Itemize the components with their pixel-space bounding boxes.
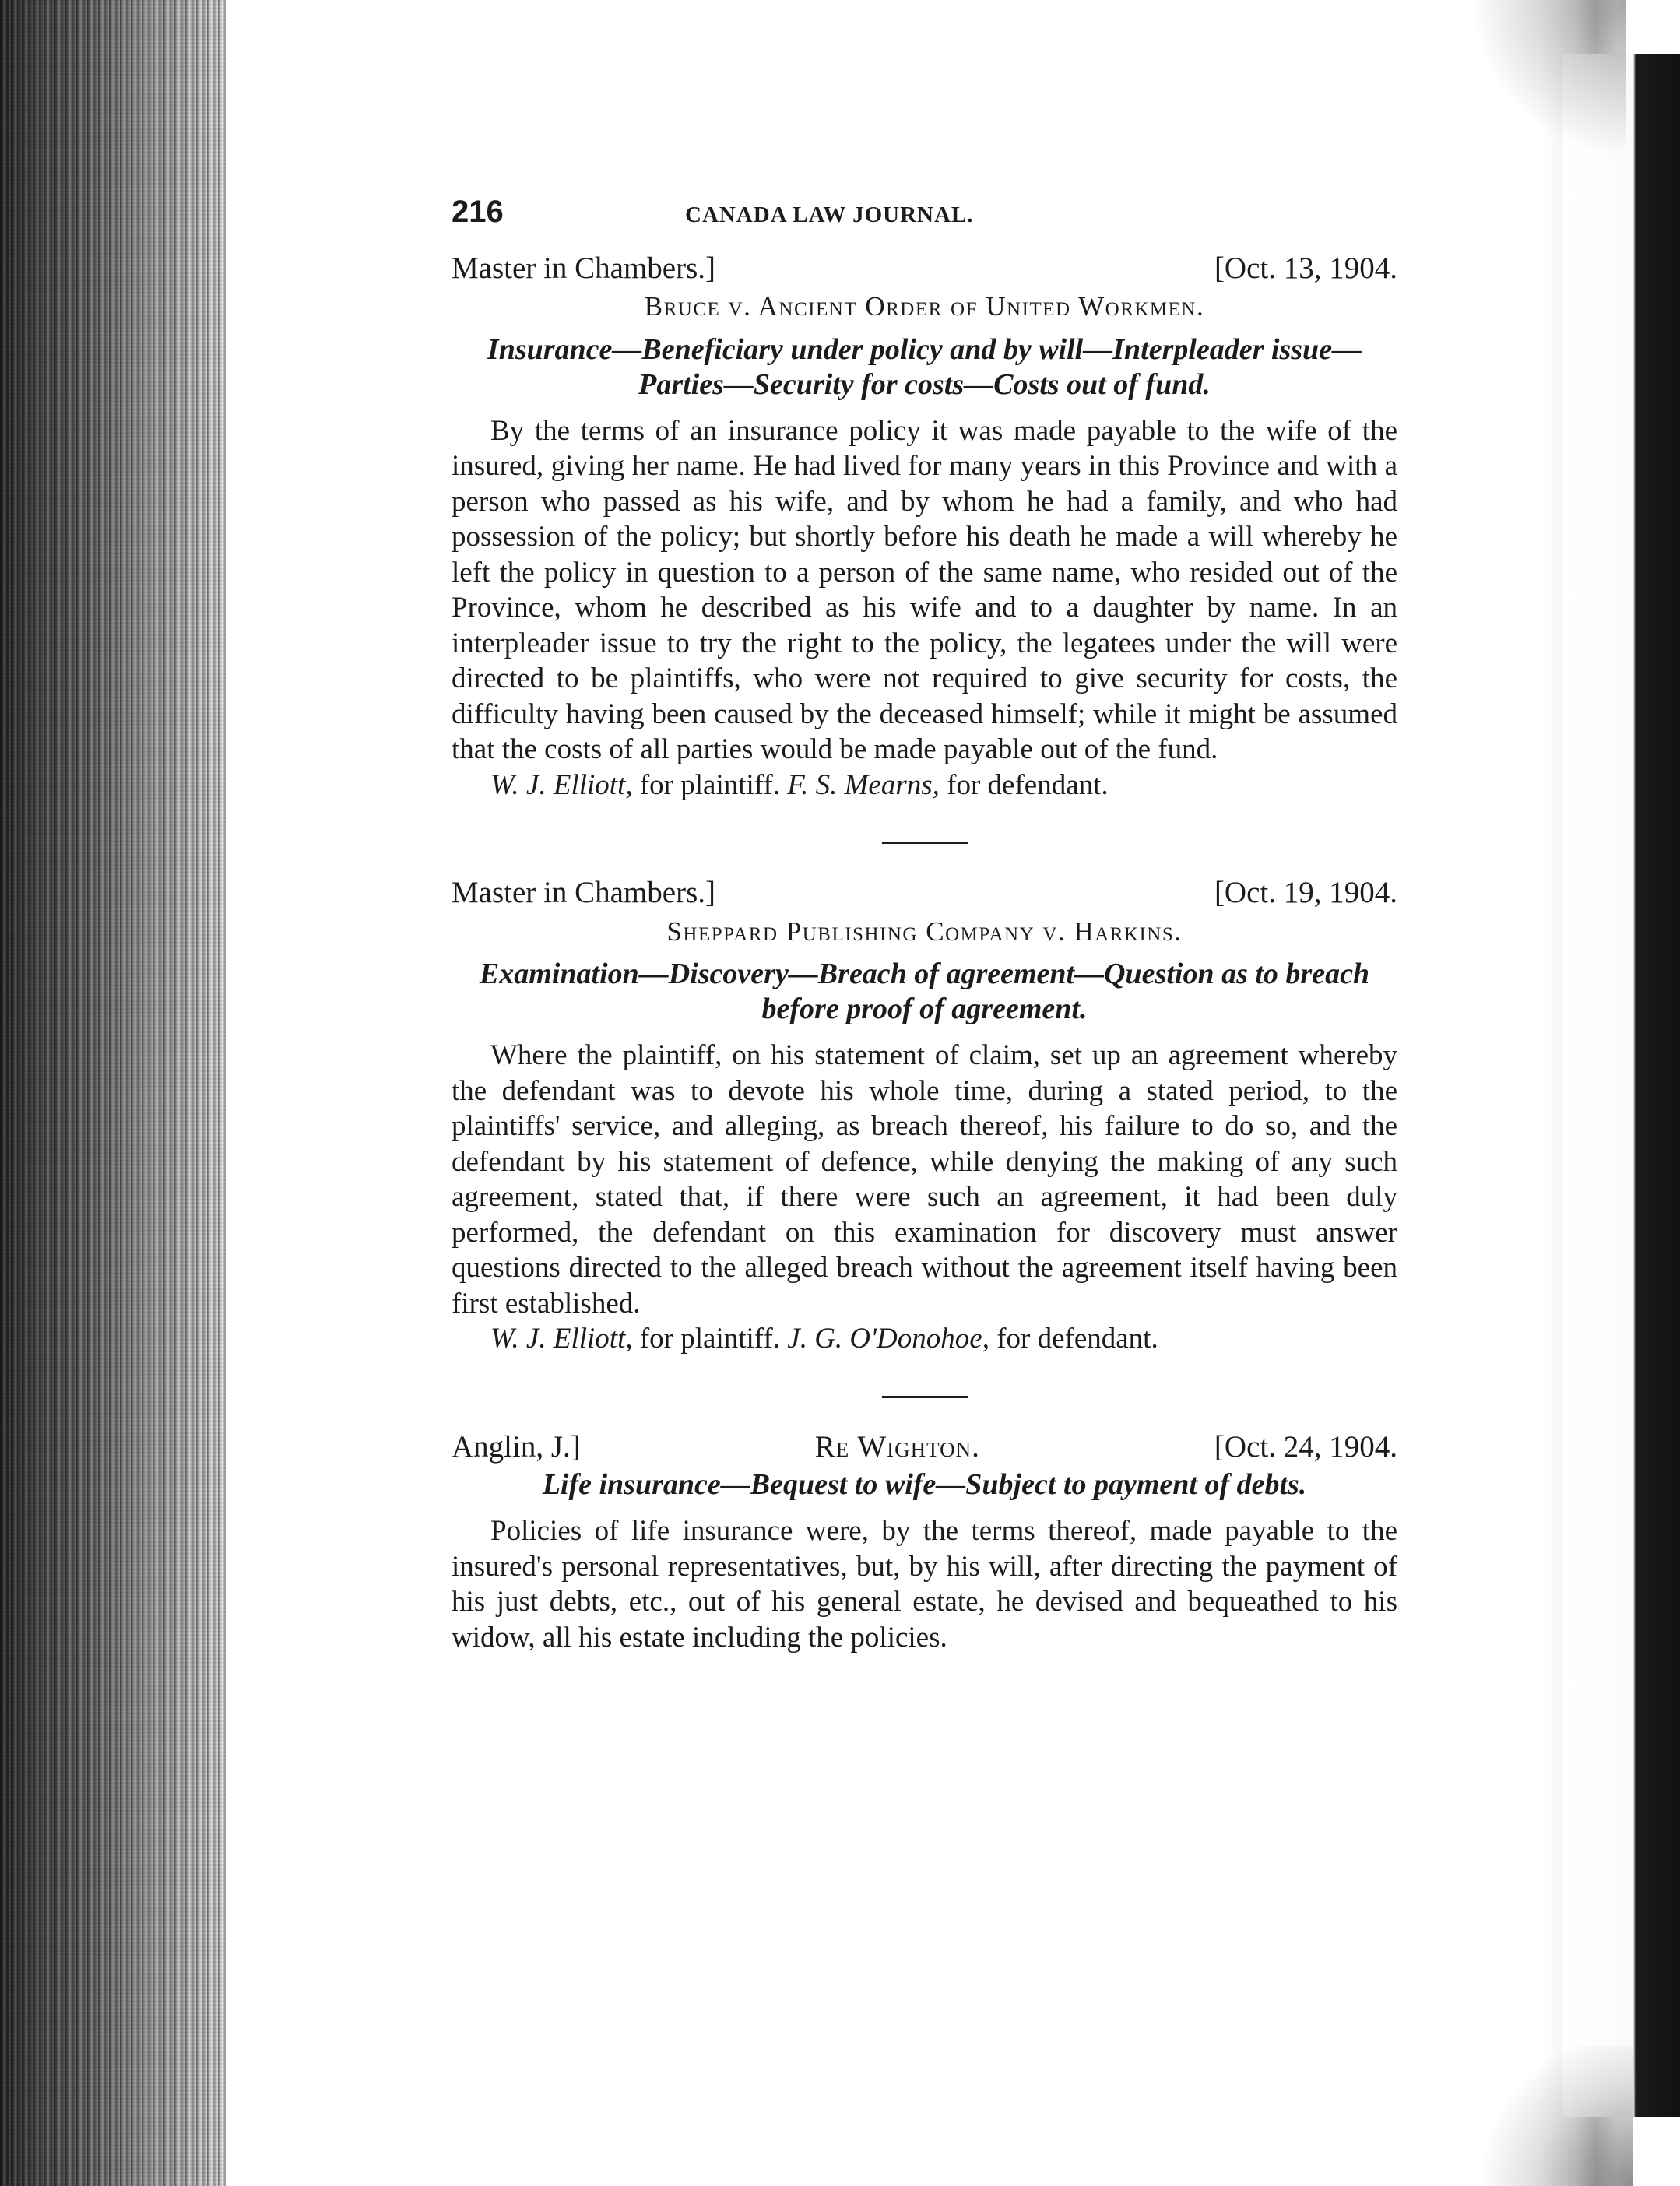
- case-report: [452, 875, 1397, 1357]
- page-number: 216: [452, 195, 504, 229]
- section-divider: [882, 1396, 968, 1398]
- journal-page: [452, 195, 1397, 1655]
- case-title: Sheppard Publishing Company v. Harkins.: [666, 916, 1183, 947]
- case-summary: By the terms of an insurance policy it was made payable to the wife of the insured, giving her name. He had lived for many years in this Province and with a person who passed as his wife, and by whom he had a family, and who had possession of the policy; but shortly before his death he made a will whereby he left the policy in question to a person of the same name, who resided out of the Province, whom he described as his wife and to a daughter by name. In an interpleader issue to try the right to the policy, the legatees under the will were directed to be plaintiffs, who were not required to give security for costs, the difficulty having been caused by the deceased himself; while it might be assumed that the costs of all parties would be made payable out of the fund.: [452, 414, 1397, 765]
- court-name: Anglin, J.]: [452, 1429, 581, 1464]
- case-title: Re Wighton.: [814, 1429, 980, 1464]
- running-head: [452, 195, 1397, 234]
- court-line: [452, 1429, 1397, 1465]
- headnote: Examination—Discovery—Breach of agreement—Question as to breach before proof of agreement.: [479, 958, 1370, 1025]
- counsel-line: [452, 768, 1397, 803]
- headnote: Insurance—Beneficiary under policy and by will—Interpleader issue—Parties—Security for costs—Costs out of fund.: [487, 332, 1362, 401]
- plaintiff-counsel: W. J. Elliott,: [490, 1323, 633, 1355]
- scan-corner-bottom-right: [1462, 2046, 1633, 2186]
- scan-corner-top-right: [1470, 0, 1626, 156]
- court-name: Master in Chambers.]: [452, 251, 716, 285]
- scan-right-shadow: [1563, 54, 1680, 2117]
- case-title: Bruce v. Ancient Order of United Workmen.: [644, 291, 1205, 322]
- defendant-counsel: F. S. Mearns,: [787, 768, 940, 801]
- scan-left-edge-texture: [0, 0, 226, 2186]
- defendant-role: for defendant.: [989, 1323, 1158, 1355]
- plaintiff-counsel: W. J. Elliott,: [490, 768, 633, 801]
- plaintiff-role: for plaintiff.: [632, 1323, 788, 1355]
- case-summary: Policies of life insurance were, by the terms thereof, made payable to the insured's personal representatives, but, by his will, after directing the payment of his just debts, etc., out of his general estate, he devised and bequeathed to his widow, all his estate including the policies.: [452, 1515, 1397, 1654]
- decision-date: [Oct. 13, 1904.: [1214, 251, 1397, 285]
- journal-title: CANADA LAW JOURNAL.: [685, 202, 974, 227]
- counsel-line: [452, 1321, 1397, 1357]
- defendant-counsel: J. G. O'Donohoe,: [787, 1323, 989, 1355]
- defendant-role: for defendant.: [939, 768, 1109, 801]
- court-name: Master in Chambers.]: [452, 876, 716, 909]
- case-summary: Where the plaintiff, on his statement of claim, set up an agreement whereby the defendant was to devote his whole time, during a stated period, to the plaintiffs' service, and alleging, as breach thereof, his failure to do so, and the defendant by his statement of defence, while denying the making of any such agreement, stated that, if there were such an agreement, it had been duly performed, the defendant on this examination for discovery must answer questions directed to the alleged breach without the agreement itself having been first established.: [452, 1039, 1397, 1320]
- decision-date: [Oct. 24, 1904.: [1214, 1429, 1397, 1464]
- decision-date: [Oct. 19, 1904.: [1214, 876, 1397, 909]
- court-line: [452, 875, 1397, 911]
- case-report: [452, 1429, 1397, 1656]
- section-divider: [882, 842, 968, 844]
- plaintiff-role: for plaintiff.: [632, 768, 788, 801]
- court-line: [452, 251, 1397, 286]
- case-report: [452, 251, 1397, 803]
- headnote: Life insurance—Bequest to wife—Subject to payment of debts.: [542, 1468, 1307, 1501]
